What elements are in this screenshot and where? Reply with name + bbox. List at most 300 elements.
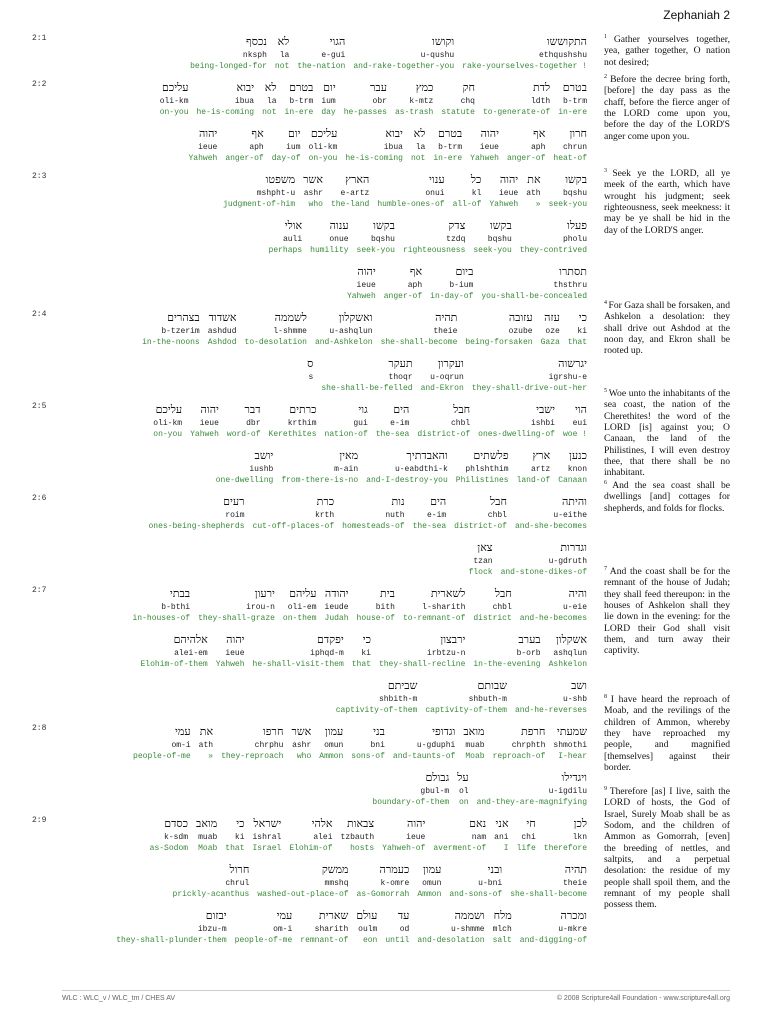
hebrew-word: חק bbox=[462, 81, 475, 94]
english-gloss: and-I-destroy-you bbox=[366, 476, 448, 485]
transliteration: u-shb bbox=[562, 695, 587, 704]
transliteration: ath bbox=[526, 189, 541, 198]
english-gloss: » bbox=[535, 200, 541, 209]
english-gloss: Ammon bbox=[319, 752, 344, 761]
english-gloss: in-houses-of bbox=[132, 614, 191, 623]
word-cell bbox=[456, 448, 509, 486]
hebrew-word: מואב bbox=[463, 725, 485, 738]
transliteration: u-shmme bbox=[450, 925, 485, 934]
english-gloss: boundary-of-them bbox=[372, 798, 450, 807]
english-gloss: and-she-becomes bbox=[514, 522, 587, 531]
english-gloss: anger-of bbox=[225, 154, 264, 163]
interlinear-line bbox=[32, 80, 587, 124]
word-cell bbox=[433, 126, 462, 164]
english-gloss: hosts bbox=[350, 844, 375, 853]
word-cell bbox=[483, 80, 550, 118]
english-gloss: ones-being-shepherds bbox=[148, 522, 245, 531]
hebrew-word: צאן bbox=[477, 541, 493, 554]
word-cell bbox=[357, 218, 395, 256]
hebrew-word: הים bbox=[393, 403, 410, 416]
word-cell bbox=[347, 264, 376, 302]
word-cell bbox=[331, 172, 369, 210]
word-cell bbox=[520, 586, 587, 624]
hebrew-word: כסדם bbox=[164, 817, 189, 830]
verse-number: 1 bbox=[604, 34, 614, 40]
hebrew-word: אלהי bbox=[311, 817, 333, 830]
english-gloss: humility bbox=[310, 246, 349, 255]
word-cell bbox=[501, 540, 587, 578]
word-cell bbox=[473, 632, 540, 670]
transliteration: artz bbox=[530, 465, 551, 474]
word-cell bbox=[321, 356, 412, 394]
english-gloss: Judah bbox=[324, 614, 349, 623]
hebrew-word: כמץ bbox=[415, 81, 434, 94]
hebrew-word: שארית bbox=[318, 909, 349, 922]
transliteration: shbith-m bbox=[378, 695, 418, 704]
hebrew-word: אף bbox=[533, 127, 546, 140]
page-footer bbox=[62, 990, 730, 1002]
word-cell bbox=[225, 126, 263, 164]
transliteration: b-orb bbox=[516, 649, 541, 658]
transliteration: ieue bbox=[198, 143, 218, 152]
transliteration: ibua bbox=[383, 143, 403, 152]
english-gloss: they-shall-recline bbox=[378, 660, 466, 669]
transliteration: krthim bbox=[287, 419, 317, 428]
english-gloss: Elohim-of bbox=[289, 844, 333, 853]
hebrew-word: תהיה bbox=[564, 863, 587, 876]
english-gloss: in-the-evening bbox=[473, 660, 541, 669]
word-cell bbox=[160, 80, 189, 118]
word-cell bbox=[549, 632, 587, 670]
word-cell bbox=[558, 448, 587, 486]
word-cell bbox=[150, 816, 188, 854]
transliteration: auli bbox=[282, 235, 303, 244]
transliteration: ani bbox=[494, 833, 509, 842]
word-cell bbox=[336, 678, 418, 716]
interlinear-line bbox=[62, 126, 587, 170]
english-gloss: therefore bbox=[543, 844, 587, 853]
english-gloss: on-them bbox=[282, 614, 317, 623]
hebrew-word: עולם bbox=[356, 909, 378, 922]
hebrew-word: בקשו bbox=[489, 219, 512, 232]
hebrew-word: מואב bbox=[196, 817, 218, 830]
transliteration: omun bbox=[422, 879, 442, 888]
english-gloss: and-desolation bbox=[417, 936, 485, 945]
hebrew-word: על bbox=[457, 771, 469, 784]
word-cell bbox=[341, 816, 375, 854]
hebrew-word: שמעתי bbox=[556, 725, 587, 738]
english-gloss: Yahweh bbox=[470, 154, 499, 163]
word-cell bbox=[221, 724, 283, 762]
transliteration: u-gdruth bbox=[548, 557, 587, 566]
english-gloss: he-is-coming bbox=[345, 154, 403, 163]
word-cell bbox=[465, 310, 532, 348]
hebrew-word: בני bbox=[373, 725, 385, 738]
english-gloss: Yahweh bbox=[346, 292, 376, 301]
english-gloss: woe ! bbox=[562, 430, 587, 439]
english-gloss: in-the-noons bbox=[142, 338, 200, 347]
english-gloss: Ammon bbox=[417, 890, 442, 899]
transliteration: kl bbox=[471, 189, 482, 198]
transliteration: chrphth bbox=[511, 741, 546, 750]
word-cell bbox=[477, 770, 587, 808]
transliteration: onue bbox=[329, 235, 349, 244]
hebrew-word: את bbox=[199, 725, 214, 738]
transliteration: iphqd-m bbox=[310, 649, 344, 658]
word-cell bbox=[403, 586, 465, 624]
english-gloss: on-you bbox=[159, 108, 189, 117]
verse-number: 2:1 bbox=[32, 34, 47, 43]
english-gloss: Gaza bbox=[540, 338, 560, 347]
word-cell bbox=[216, 448, 274, 486]
word-cell bbox=[379, 632, 465, 670]
transliteration: la bbox=[266, 97, 277, 106]
word-cell bbox=[381, 310, 458, 348]
word-cell bbox=[199, 724, 213, 762]
verse-translation: $^6$ And the sea coast shall be dwellings [and] cottages for shepherds, and folds for flocks. bbox=[604, 480, 730, 514]
hebrew-word: פלשתים bbox=[473, 449, 509, 462]
english-gloss: on-you bbox=[308, 154, 338, 163]
transliteration: bqshu bbox=[562, 189, 587, 198]
english-gloss: Ashkelon bbox=[548, 660, 587, 669]
english-gloss: and-stone-dikes-of bbox=[500, 568, 587, 577]
transliteration: ishbi bbox=[530, 419, 555, 428]
hebrew-word: גוי bbox=[358, 403, 368, 416]
transliteration: omun bbox=[324, 741, 344, 750]
transliteration: chbl bbox=[487, 511, 507, 520]
transliteration: u-ashqlun bbox=[329, 327, 373, 336]
english-gloss: anger-of bbox=[506, 154, 546, 163]
transliteration: eui bbox=[572, 419, 587, 428]
word-cell bbox=[253, 632, 344, 670]
english-gloss: not bbox=[262, 108, 277, 117]
hebrew-word: אני bbox=[495, 817, 509, 830]
hebrew-word: רעים bbox=[223, 495, 245, 508]
word-cell bbox=[544, 816, 587, 854]
hebrew-word: בצהרים bbox=[167, 311, 200, 324]
word-cell bbox=[493, 908, 512, 946]
hebrew-word: לכן bbox=[573, 817, 587, 830]
transliteration: tzbauth bbox=[340, 833, 375, 842]
english-gloss: homesteads-of bbox=[342, 522, 405, 531]
word-cell bbox=[319, 724, 343, 762]
english-gloss: she-shall-become bbox=[380, 338, 458, 347]
verse-number: 2:4 bbox=[32, 310, 47, 319]
word-cell bbox=[208, 310, 237, 348]
hebrew-word: יהוה bbox=[480, 127, 499, 140]
verse-translation: $^8$ I have heard the reproach of Moab, and the revilings of the children of Ammon, whereby they have reproached my people, and magnified [themselves] against their border. bbox=[604, 694, 731, 773]
verse-number: 2:6 bbox=[32, 494, 47, 503]
hebrew-word: יהוה bbox=[357, 265, 376, 278]
english-gloss: Kerethites bbox=[268, 430, 317, 439]
transliteration: shmothi bbox=[553, 741, 587, 750]
english-gloss: humble-ones-of bbox=[377, 200, 445, 209]
interlinear-line bbox=[32, 816, 587, 860]
hebrew-word: כי bbox=[362, 633, 371, 646]
transliteration: mshpht-u bbox=[256, 189, 296, 198]
english-gloss: seek-you bbox=[548, 200, 587, 209]
hebrew-word: ואשקלון bbox=[338, 311, 373, 324]
english-gloss: I-hear bbox=[558, 752, 587, 761]
hebrew-word: כנען bbox=[569, 449, 587, 462]
hebrew-word: בטרם bbox=[437, 127, 463, 140]
hebrew-word: והיה bbox=[568, 587, 587, 600]
word-cell bbox=[257, 862, 348, 900]
hebrew-word: ועקרון bbox=[437, 357, 464, 370]
interlinear-line bbox=[62, 448, 587, 492]
transliteration: chrul bbox=[225, 879, 250, 888]
english-gloss: on bbox=[458, 798, 469, 807]
english-gloss: and-digging-of bbox=[519, 936, 587, 945]
hebrew-word: ישראל bbox=[253, 817, 282, 830]
word-cell bbox=[245, 310, 307, 348]
word-cell bbox=[417, 862, 441, 900]
word-cell bbox=[517, 816, 536, 854]
hebrew-word: יגרשוה bbox=[558, 357, 587, 370]
transliteration: thoqr bbox=[388, 373, 413, 382]
word-cell bbox=[142, 310, 200, 348]
transliteration: oli-km bbox=[159, 97, 189, 106]
hebrew-word: אולי bbox=[284, 219, 303, 232]
english-gloss: and-rake-together-you bbox=[353, 62, 455, 71]
verse-number: 2:5 bbox=[32, 402, 47, 411]
hebrew-word: ירבצון bbox=[440, 633, 466, 646]
word-cell bbox=[289, 816, 332, 854]
english-gloss: on-you bbox=[153, 430, 183, 439]
word-cell bbox=[395, 80, 433, 118]
transliteration: iushb bbox=[249, 465, 274, 474]
english-gloss: day bbox=[321, 108, 336, 117]
hebrew-word: לשארית bbox=[430, 587, 466, 600]
english-gloss: Yahweh-of bbox=[382, 844, 426, 853]
word-cell bbox=[489, 172, 518, 210]
transliteration: pholu bbox=[562, 235, 587, 244]
hebrew-word: אף bbox=[251, 127, 264, 140]
interlinear-line bbox=[32, 402, 587, 446]
verse-number: 2:2 bbox=[32, 80, 47, 89]
word-cell bbox=[517, 448, 551, 486]
word-cell bbox=[253, 816, 282, 854]
english-gloss: that bbox=[225, 844, 245, 853]
english-gloss: house-of bbox=[356, 614, 395, 623]
verse-translation: $^7$ And the coast shall be for the remnant of the house of Judah; they shall feed thereupon: in the houses of Ashkelon shall they lie down in the evening: for the LORD their God shall visit them, and turn away their captivity. bbox=[604, 566, 730, 657]
transliteration: s bbox=[308, 373, 314, 382]
hebrew-word: עד bbox=[397, 909, 410, 922]
word-cell bbox=[321, 80, 335, 118]
hebrew-word: אשר bbox=[303, 173, 323, 186]
word-cell bbox=[189, 126, 218, 164]
word-cell bbox=[473, 218, 511, 256]
english-gloss: Elohim-of-them bbox=[140, 660, 208, 669]
english-gloss: Israel bbox=[252, 844, 282, 853]
english-gloss: righteousness bbox=[402, 246, 466, 255]
transliteration: ki bbox=[577, 327, 587, 336]
transliteration: mmshq bbox=[324, 879, 349, 888]
word-cell bbox=[549, 172, 587, 210]
hebrew-word: יבוא bbox=[236, 81, 255, 94]
word-cell bbox=[454, 494, 507, 532]
verse-number: 6 bbox=[604, 480, 613, 486]
transliteration: l-sharith bbox=[422, 603, 466, 612]
hebrew-word: עזובה bbox=[508, 311, 533, 324]
hebrew-word: בבתי bbox=[169, 587, 191, 600]
word-cell bbox=[417, 908, 484, 946]
word-cell bbox=[384, 264, 422, 302]
word-cell bbox=[307, 356, 313, 394]
hebrew-word: יהוה bbox=[198, 127, 218, 140]
word-cell bbox=[153, 402, 182, 440]
english-gloss: he-shall-visit-them bbox=[252, 660, 344, 669]
interlinear-line bbox=[32, 586, 587, 630]
transliteration: ki bbox=[361, 649, 371, 658]
transliteration: u-mkre bbox=[558, 925, 587, 934]
hebrew-word: כי bbox=[578, 311, 587, 324]
hebrew-word: יום bbox=[287, 127, 301, 140]
hebrew-word: יפקדם bbox=[317, 633, 344, 646]
word-cell bbox=[493, 724, 546, 762]
english-gloss: in-ere bbox=[558, 108, 587, 117]
english-gloss: Moab bbox=[465, 752, 485, 761]
transliteration: oli-em bbox=[287, 603, 317, 612]
transliteration: alei bbox=[313, 833, 333, 842]
english-gloss: and-Ashkelon bbox=[314, 338, 373, 347]
transliteration: alei-em bbox=[174, 649, 208, 658]
hebrew-word: לא bbox=[277, 35, 290, 48]
hebrew-word: יהוה bbox=[407, 817, 426, 830]
english-gloss: not bbox=[274, 62, 290, 71]
english-gloss: day-of bbox=[271, 154, 301, 163]
transliteration: u-oqrun bbox=[430, 373, 464, 382]
interlinear-line bbox=[32, 172, 587, 216]
hebrew-word: יום bbox=[323, 81, 336, 94]
word-cell bbox=[344, 80, 387, 118]
transliteration: lkn bbox=[572, 833, 587, 842]
transliteration: theie bbox=[433, 327, 458, 336]
transliteration: u-gduphi bbox=[416, 741, 456, 750]
word-cell bbox=[133, 586, 191, 624]
transliteration: krth bbox=[314, 511, 335, 520]
word-cell bbox=[310, 218, 348, 256]
word-cell bbox=[116, 908, 226, 946]
english-gloss: flock bbox=[468, 568, 493, 577]
word-cell bbox=[520, 218, 587, 256]
transliteration: om-i bbox=[273, 925, 293, 934]
english-gloss: Moab bbox=[198, 844, 218, 853]
word-cell bbox=[235, 908, 293, 946]
transliteration: bith bbox=[375, 603, 395, 612]
word-cell bbox=[325, 402, 368, 440]
english-gloss: they-reproach bbox=[221, 752, 284, 761]
transliteration: chrun bbox=[562, 143, 587, 152]
transliteration: b-bthi bbox=[161, 603, 191, 612]
hebrew-word: ושב bbox=[571, 679, 587, 692]
transliteration: aph bbox=[407, 281, 423, 290]
hebrew-word: חרול bbox=[229, 863, 250, 876]
hebrew-word: כי bbox=[236, 817, 245, 830]
transliteration: igrshu-e bbox=[548, 373, 587, 382]
interlinear-line bbox=[62, 632, 587, 676]
verse-number: 9 bbox=[604, 786, 610, 792]
word-cell bbox=[526, 172, 540, 210]
english-gloss: he-passes bbox=[343, 108, 387, 117]
hebrew-word: וקושו bbox=[432, 35, 455, 48]
english-gloss: statute bbox=[441, 108, 475, 117]
hebrew-word: צדק bbox=[448, 219, 466, 232]
transliteration: e-gui bbox=[321, 51, 346, 60]
english-gloss: district-of bbox=[417, 430, 471, 439]
transliteration: m-ain bbox=[334, 465, 359, 474]
english-gloss: washed-out-place-of bbox=[257, 890, 349, 899]
transliteration: chi bbox=[521, 833, 536, 842]
transliteration: u-eabdthi-k bbox=[394, 465, 448, 474]
word-cell bbox=[510, 862, 587, 900]
word-cell bbox=[462, 34, 587, 72]
footer-sources: WLC : WLC_v / WLC_tm / CHES AV bbox=[62, 995, 176, 1002]
hebrew-word: תעקר bbox=[388, 357, 413, 370]
english-gloss: prickly-acanthus bbox=[172, 890, 250, 899]
hebrew-word: משפטו bbox=[265, 173, 296, 186]
transliteration: oze bbox=[545, 327, 560, 336]
hebrew-word: עליכם bbox=[310, 127, 338, 140]
hebrew-word: כל bbox=[470, 173, 482, 186]
english-gloss: the-sea bbox=[412, 522, 447, 531]
transliteration: ieue bbox=[498, 189, 519, 198]
transliteration: bqshu bbox=[487, 235, 512, 244]
transliteration: la bbox=[415, 143, 426, 152]
page-title: Zephaniah 2 bbox=[663, 8, 730, 22]
hebrew-word: יהוה bbox=[226, 633, 245, 646]
interlinear-line bbox=[32, 34, 587, 78]
word-cell bbox=[507, 126, 545, 164]
word-cell bbox=[457, 770, 468, 808]
transliteration: b-trm bbox=[289, 97, 314, 106]
hebrew-word: חרפו bbox=[262, 725, 284, 738]
word-cell bbox=[352, 632, 371, 670]
hebrew-word: מאין bbox=[339, 449, 359, 462]
english-gloss: people-of-me bbox=[133, 752, 191, 761]
english-gloss: people-of-me bbox=[234, 936, 293, 945]
verse-translation: $^3$ Seek ye the LORD, all ye meek of the earth, which have wrought his judgment; seek righteousness, seek meekness: it may be ye shall be hid in the day of the LORD'S anger. bbox=[604, 168, 731, 236]
english-gloss: remnant-of bbox=[300, 936, 349, 945]
transliteration: gbul-m bbox=[420, 787, 450, 796]
transliteration: od bbox=[399, 925, 410, 934]
word-cell bbox=[515, 678, 587, 716]
hebrew-word: והיתה bbox=[561, 495, 587, 508]
word-cell bbox=[382, 816, 425, 854]
word-cell bbox=[413, 494, 447, 532]
hebrew-word: ומכרה bbox=[560, 909, 587, 922]
transliteration: ashqlun bbox=[553, 649, 587, 658]
hebrew-word: חרפת bbox=[521, 725, 546, 738]
hebrew-word: לדת bbox=[533, 81, 551, 94]
transliteration: bni bbox=[370, 741, 385, 750]
english-gloss: who bbox=[308, 200, 323, 209]
verse-number: 5 bbox=[604, 388, 609, 394]
transliteration: onui bbox=[425, 189, 445, 198]
word-cell bbox=[272, 126, 301, 164]
english-gloss: they-shall-plunder-them bbox=[116, 936, 227, 945]
transliteration: ieue bbox=[356, 281, 376, 290]
transliteration: ethqushshu bbox=[538, 51, 587, 60]
hebrew-word: עליהם bbox=[289, 587, 317, 600]
transliteration: k-sdm bbox=[164, 833, 189, 842]
transliteration: e-artz bbox=[340, 189, 370, 198]
word-cell bbox=[372, 770, 449, 808]
transliteration: ol bbox=[458, 787, 469, 796]
hebrew-word: הים bbox=[430, 495, 447, 508]
hebrew-word: יבוא bbox=[385, 127, 403, 140]
hebrew-word: ובני bbox=[487, 863, 503, 876]
